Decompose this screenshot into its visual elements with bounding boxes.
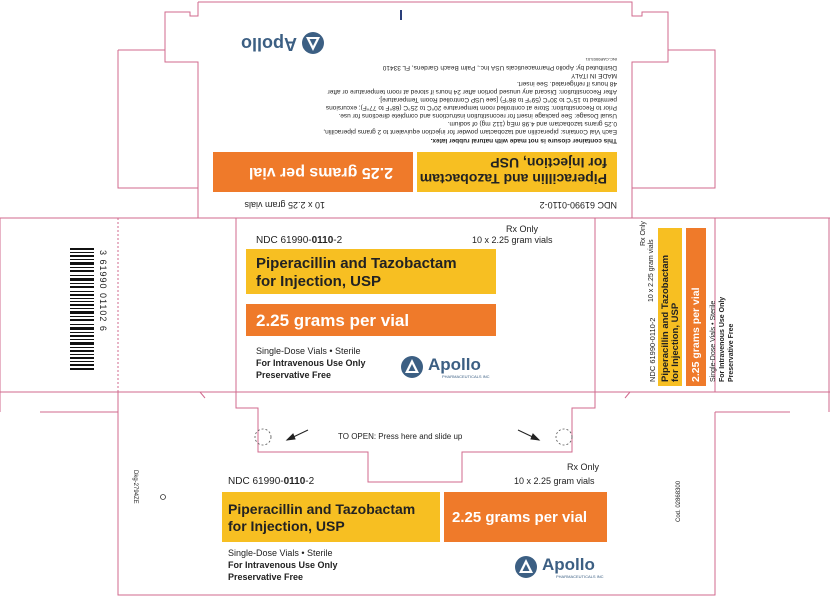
top-apollo-logo (215, 27, 325, 57)
top-strength: 2.25 grams per vial (248, 164, 393, 181)
top-count: 10 x 2.25 gram vials (244, 200, 325, 210)
top-prior: Prior to Reconstitution: Store at controlled room temperature 20°C to 25°C (68°F to 77°F); excursions (325, 104, 617, 111)
barcode-bars (70, 248, 98, 370)
top-contains: Each Vial Contains: piperacillin and tazobactam powder for injection equivalent to 2 grams piperacillin, (323, 128, 617, 135)
top-usual-dosage: Usual Dosage: See package insert for reconstitution instructions and complete directions for use. (338, 112, 617, 119)
front-ndc (256, 235, 342, 246)
front-rx: Rx Only (506, 224, 539, 234)
bottom-ndc-prefix: NDC 61990- (228, 476, 284, 487)
barcode-number: 3 61990 01102 6 (98, 250, 108, 332)
top-code: INC-CAR0003-01 (585, 57, 617, 62)
front-apollo-logo (400, 352, 500, 382)
bottom-strength: 2.25 grams per vial (452, 509, 588, 526)
side-strength-band (686, 228, 706, 386)
apollo-mark-icon (301, 31, 325, 55)
recycle-mark-icon (160, 493, 166, 501)
left-code: Dkg-2794ZE (132, 470, 138, 504)
bottom-name-line1: Piperacillin and Tazobactam (228, 501, 416, 517)
bottom-apollo-logo (514, 552, 609, 582)
side-preservative: Preservative Free (728, 323, 735, 382)
top-flap-panel (205, 22, 625, 212)
bottom-panel (222, 460, 607, 590)
side-strength: 2.25 grams per vial (690, 287, 702, 382)
bottom-rx: Rx Only (567, 462, 600, 472)
front-ndc-bold: 0110 (311, 235, 334, 246)
bottom-ndc (228, 476, 314, 487)
side-panel (640, 221, 714, 386)
front-name-band (246, 249, 496, 294)
top-name-line1: Piperacillin and Tazobactam (419, 171, 607, 187)
side-name-line2: for Injection, USP (670, 302, 681, 382)
top-made-in: MADE IN ITALY (571, 72, 617, 79)
bottom-ndc-suffix: -2 (305, 476, 315, 487)
recycle-icon (160, 488, 166, 496)
top-ndc: NDC 61990-0110-2 (539, 200, 617, 210)
bottom-preservative: Preservative Free (228, 572, 304, 582)
top-after: After Reconstitution: Discard any unused portion after 24 hours if stored at room temperature or after (327, 88, 617, 95)
bottom-apollo-name: Apollo (542, 555, 595, 574)
side-name-band (658, 228, 682, 386)
top-contains2: 0.25 grams tazobactam and 4.98 mEq (112 mg) of sodium. (447, 120, 617, 127)
front-ndc-suffix: -2 (333, 235, 343, 246)
side-panel-lower (710, 226, 750, 386)
side-rx: Rx Only (640, 221, 647, 246)
front-preservative: Preservative Free (256, 370, 332, 380)
bottom-strength-band (444, 492, 607, 542)
side-name-line1: Piperacillin and Tazobactam (660, 254, 671, 382)
top-name-line2: for Injection, USP (490, 155, 607, 171)
bottom-iv-only: For Intravenous Use Only (228, 560, 338, 570)
top-name-band (417, 152, 617, 192)
top-strength-band (213, 152, 413, 192)
front-apollo-name: Apollo (428, 355, 481, 374)
bottom-name-band (222, 492, 440, 542)
front-strength-band (246, 304, 496, 336)
front-ndc-prefix: NDC 61990- (256, 235, 312, 246)
bottom-name-line2: for Injection, USP (228, 518, 345, 534)
right-code: Cod. 02868300 (676, 480, 682, 522)
front-single-dose: Single-Dose Vials • Sterile (256, 346, 361, 356)
top-apollo-name: Apollo (241, 34, 297, 54)
bottom-apollo-tagline: PHARMACEUTICALS INC (556, 574, 604, 579)
side-single-dose: Single-Dose Vials • Sterile (710, 300, 717, 382)
front-strength: 2.25 grams per vial (256, 311, 410, 330)
top-after2: 48 hours if refrigerated. See insert. (516, 80, 617, 87)
bottom-ndc-bold: 0110 (283, 476, 306, 487)
side-count: 10 x 2.25 gram vials (648, 239, 655, 302)
top-distributed: Distributed by: Apollo Pharmaceuticals USA Inc., Palm Beach Gardens, FL 33410 (382, 64, 617, 71)
bottom-single-dose: Single-Dose Vials • Sterile (228, 548, 333, 558)
top-prior2: permitted to 15°C to 30°C (59°F to 86°F) [see USP Controlled Room Temperature]. (378, 96, 617, 103)
front-iv-only: For Intravenous Use Only (256, 358, 366, 368)
apollo-mark-icon (514, 555, 538, 579)
top-closure: This container closure is not made with natural rubber latex. (430, 137, 617, 144)
barcode (70, 248, 98, 370)
open-instruction: TO OPEN: Press here and slide up (338, 432, 463, 441)
front-apollo-tagline: PHARMACEUTICALS INC (442, 374, 490, 379)
side-iv-only: For Intravenous Use Only (719, 296, 726, 382)
front-panel (246, 222, 591, 388)
front-count: 10 x 2.25 gram vials (472, 235, 553, 245)
front-name-line1: Piperacillin and Tazobactam (256, 255, 457, 272)
front-name-line2: for Injection, USP (256, 273, 382, 290)
bottom-count: 10 x 2.25 gram vials (514, 476, 595, 486)
apollo-mark-icon (400, 355, 424, 379)
side-ndc: NDC 61990-0110-2 (648, 317, 657, 382)
